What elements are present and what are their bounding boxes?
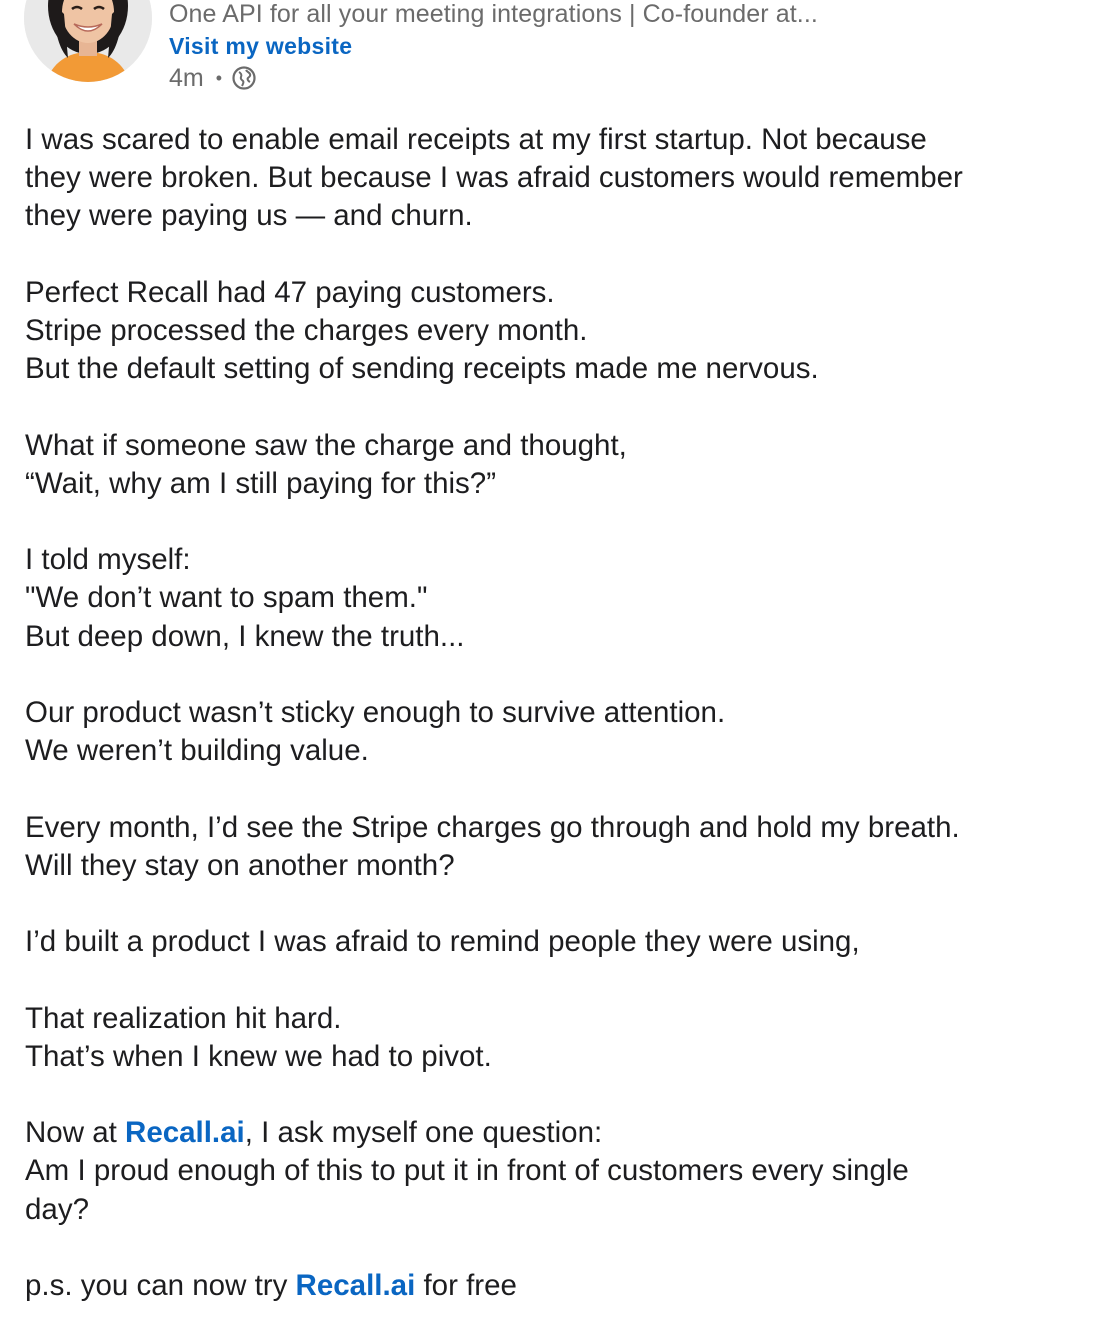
text-line: “Wait, why am I still paying for this?”	[25, 466, 497, 500]
text-line: day?	[25, 1192, 89, 1226]
paragraph-1	[25, 121, 1085, 236]
text-line: they were broken. But because I was afraid customers would remember	[25, 161, 963, 195]
recall-ai-link[interactable]: Recall.ai	[295, 1268, 416, 1302]
paragraph-10	[25, 1267, 1085, 1305]
text-line: Every month, I’d see the Stripe charges go through and hold my breath.	[25, 810, 960, 844]
text-line: Will they stay on another month?	[25, 848, 455, 882]
text-fragment: for free	[415, 1268, 517, 1302]
paragraph-9	[25, 1114, 1085, 1229]
text-line: they were paying us — and churn.	[25, 199, 473, 233]
text-line: But the default setting of sending receipts made me nervous.	[25, 352, 819, 386]
text-line: Our product wasn’t sticky enough to survive attention.	[25, 695, 726, 729]
author-headline: One API for all your meeting integrations | Co-founder at...	[169, 0, 818, 28]
text-line: But deep down, I knew the truth...	[25, 619, 465, 653]
post-timestamp: 4m	[169, 63, 204, 92]
text-line: We weren’t building value.	[25, 734, 369, 768]
text-line: Perfect Recall had 47 paying customers.	[25, 275, 555, 309]
text-line: What if someone saw the charge and thought,	[25, 428, 627, 462]
paragraph-6	[25, 809, 1085, 885]
paragraph-5	[25, 694, 1085, 770]
paragraph-4	[25, 541, 1085, 656]
author-avatar[interactable]	[24, 0, 152, 82]
text-line: Am I proud enough of this to put it in front of customers every single	[25, 1154, 909, 1188]
text-line: Stripe processed the charges every month.	[25, 314, 588, 347]
text-line: I’d built a product I was afraid to remind people they were using,	[25, 925, 860, 959]
paragraph-3	[25, 427, 1085, 503]
post-body	[25, 121, 1085, 1305]
text-fragment: , I ask myself one question:	[244, 1116, 603, 1150]
post-meta	[169, 62, 256, 94]
paragraph-7	[25, 923, 1085, 961]
text-line: I told myself:	[25, 543, 191, 577]
text-fragment: p.s. you can now try	[25, 1268, 296, 1302]
paragraph-2	[25, 274, 1085, 389]
text-line	[25, 1267, 1085, 1305]
text-line: "We don’t want to spam them."	[25, 581, 428, 615]
visit-website-link[interactable]: Visit my website	[169, 33, 353, 59]
text-line	[25, 1114, 1085, 1152]
text-line: I was scared to enable email receipts at my first startup. Not because	[25, 123, 927, 156]
meta-separator: •	[215, 68, 223, 88]
paragraph-8	[25, 1000, 1085, 1076]
avatar-photo-icon	[24, 0, 152, 82]
post-header	[0, 0, 1104, 100]
globe-icon[interactable]	[232, 66, 256, 90]
text-fragment: Now at	[25, 1116, 126, 1150]
text-line: That’s when I knew we had to pivot.	[25, 1039, 492, 1073]
text-line: That realization hit hard.	[25, 1001, 342, 1035]
recall-ai-link[interactable]: Recall.ai	[125, 1116, 245, 1150]
